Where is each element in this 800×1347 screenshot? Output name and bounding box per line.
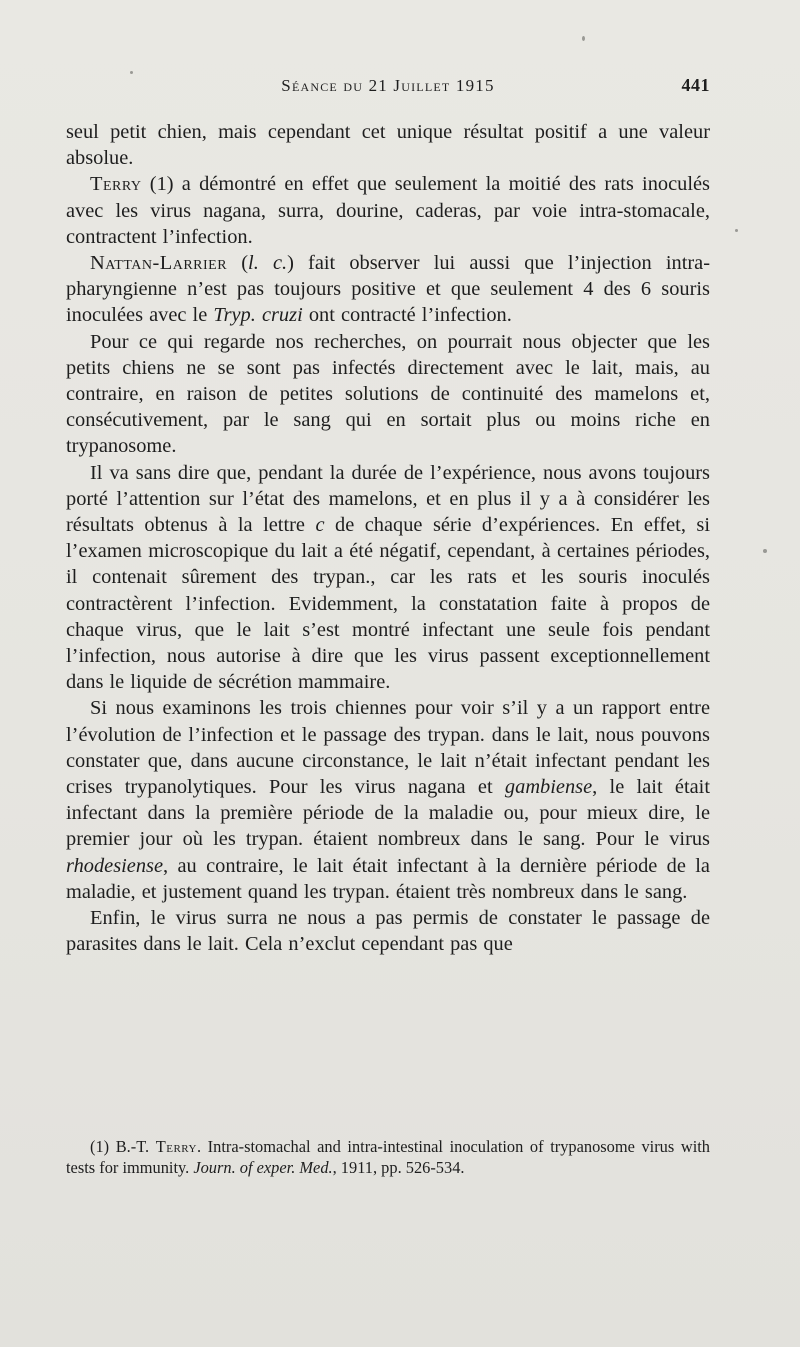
italic-text: rhodesiense <box>66 854 164 877</box>
paragraph <box>66 329 710 460</box>
paragraph <box>66 171 710 250</box>
paragraph <box>66 119 710 171</box>
italic-text: gambiense <box>504 776 593 799</box>
text-run: ) fait observer lui aussi que l’injection intra-pharyngienne n’est pas toujours positive et que seulement 4 des 6 souris inoculées avec le <box>66 252 711 327</box>
author-name: Nattan-Larrier <box>90 252 228 275</box>
text-run: seul petit chien, mais cependant cet unique résultat positif a une valeur absolue. <box>66 121 710 170</box>
paragraph <box>66 695 710 905</box>
author-name: Terry <box>155 1137 197 1156</box>
text-run: (1) B.-T. <box>90 1137 156 1156</box>
text-run: , le lait était infectant dans la première période de la maladie ou, pour mieux dire, le premier jour où les trypan. étaient nombreux dans le sang. Pour le virus <box>66 776 711 851</box>
running-head-title: Séance du 21 Juillet 1915 <box>281 76 495 95</box>
running-head <box>66 76 710 102</box>
text-run: ont contracté l’infection. <box>302 304 512 327</box>
text-run: , 1911, pp. 526-534. <box>332 1158 465 1177</box>
text-run: Pour ce qui regarde nos recherches, on pourrait nous objecter que les petits chiens ne se sont pas infectés directement avec le lait, mais, au contraire, en raison de petites solutions de continuité des mamelons et, consécutivement, par le sang qui en sortait plus ou moins riche en trypanosome. <box>66 330 710 458</box>
text-run: Si nous examinons les trois chiennes pour voir s’il y a un rapport entre l’évolution de l’infection et le passage des trypan. dans le lait, nous pouvons constater que, dans aucune circonstance, le lait n’était infectant pendant les crises trypanolytiques. Pour les virus nagana et <box>66 697 710 799</box>
italic-text: Tryp. cruzi <box>213 304 303 327</box>
print-speck <box>735 229 738 232</box>
italic-text: l. c. <box>248 252 288 275</box>
text-run: . Intra-stomachal and intra-intestinal inoculation of trypanosome virus with tests for immunity. <box>66 1137 710 1177</box>
body-text <box>66 119 710 958</box>
page-number: 441 <box>681 75 710 95</box>
footnotes <box>66 1136 710 1178</box>
paragraph <box>66 905 710 957</box>
paragraph <box>66 250 710 329</box>
text-run: , au contraire, le lait était infectant à la dernière période de la maladie, et justement quand les trypan. étaient très nombreux dans le sang. <box>66 854 710 903</box>
text-run: (1) a démontré en effet que seulement la moitié des rats inoculés avec les virus nagana, surra, dourine, caderas, par voie intra-stomacale, contractent l’infection. <box>66 173 710 248</box>
footnote <box>66 1136 710 1178</box>
text-run: Enfin, le virus surra ne nous a pas permis de constater le passage de parasites dans le lait. Cela n’exclut cependant pas que <box>66 907 710 956</box>
italic-text: c <box>315 514 325 537</box>
paragraph <box>66 460 710 696</box>
print-speck <box>582 36 585 41</box>
italic-text: Journ. of exper. Med. <box>193 1158 333 1177</box>
text-run: de chaque série d’expériences. En effet, si l’examen microscopique du lait a été négatif, cependant, à certaines périodes, il contenait sûrement des trypan., car les rats et les souris inoculés contractèrent l’infection. Evidemment, la constatation faite à propos de chaque virus, que le lait s’est montré infectant une seule fois pendant l’infection, nous autorise à dire que les virus passent exceptionnellement dans le liquide de sécrétion mammaire. <box>66 514 710 694</box>
author-name: Terry <box>90 173 142 196</box>
print-speck <box>130 71 133 74</box>
text-run: Il va sans dire que, pendant la durée de l’expérience, nous avons toujours porté l’attention sur l’état des mamelons, et en plus il y a à considérer les résultats obtenus à la lettre <box>66 461 710 537</box>
print-speck <box>763 549 767 553</box>
text-run: ( <box>227 252 249 275</box>
